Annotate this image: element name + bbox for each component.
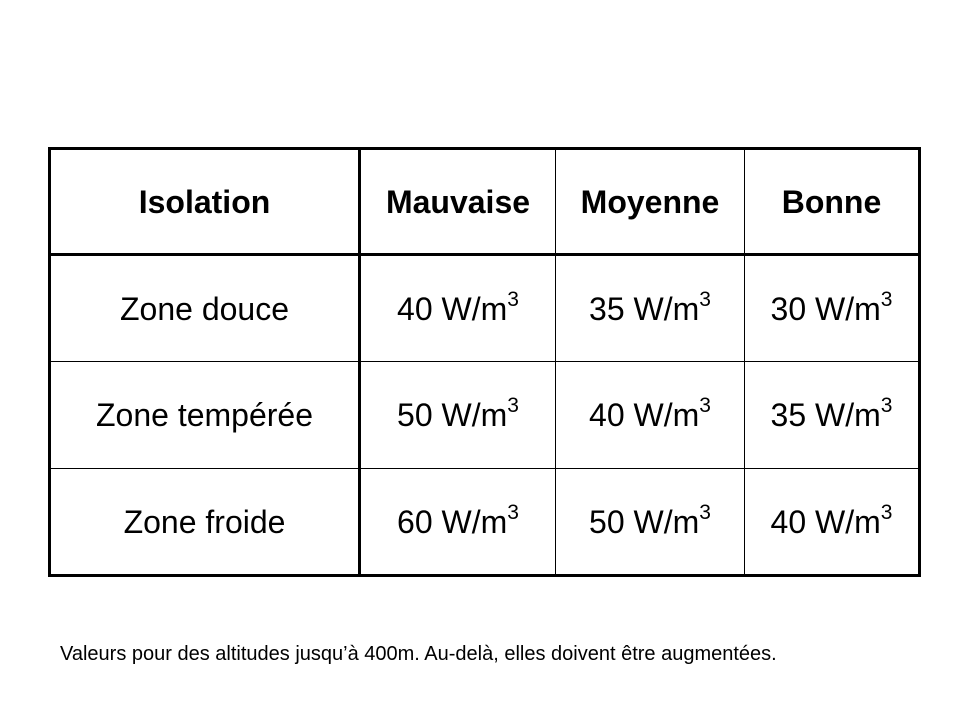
table-cell: 50 $W/m^3$	[360, 362, 556, 469]
table-cell: 40 $W/m^3$	[556, 362, 745, 469]
row-label: Zone froide	[50, 469, 360, 576]
header-isolation: Isolation	[50, 149, 360, 255]
table-cell: 35 $W/m^3$	[745, 362, 920, 469]
table-cell: 40 $W/m^3$	[360, 255, 556, 362]
row-label: Zone tempérée	[50, 362, 360, 469]
table-row-zone-douce	[50, 255, 920, 362]
header-mauvaise: Mauvaise	[360, 149, 556, 255]
table-cell: 60 $W/m^3$	[360, 469, 556, 576]
insulation-power-table	[48, 147, 921, 577]
table-cell: 40 $W/m^3$	[745, 469, 920, 576]
footnote: Valeurs pour des altitudes jusqu’à 400m. Au-delà, elles doivent être augmentées.	[60, 643, 777, 665]
header-bonne: Bonne	[745, 149, 920, 255]
table-cell: 30 $W/m^3$	[745, 255, 920, 362]
table-row-zone-froide	[50, 469, 920, 576]
table-cell: 35 $W/m^3$	[556, 255, 745, 362]
row-label: Zone douce	[50, 255, 360, 362]
table-cell: 50 $W/m^3$	[556, 469, 745, 576]
table-row-zone-temperee	[50, 362, 920, 469]
header-moyenne: Moyenne	[556, 149, 745, 255]
table-header-row	[50, 149, 920, 255]
